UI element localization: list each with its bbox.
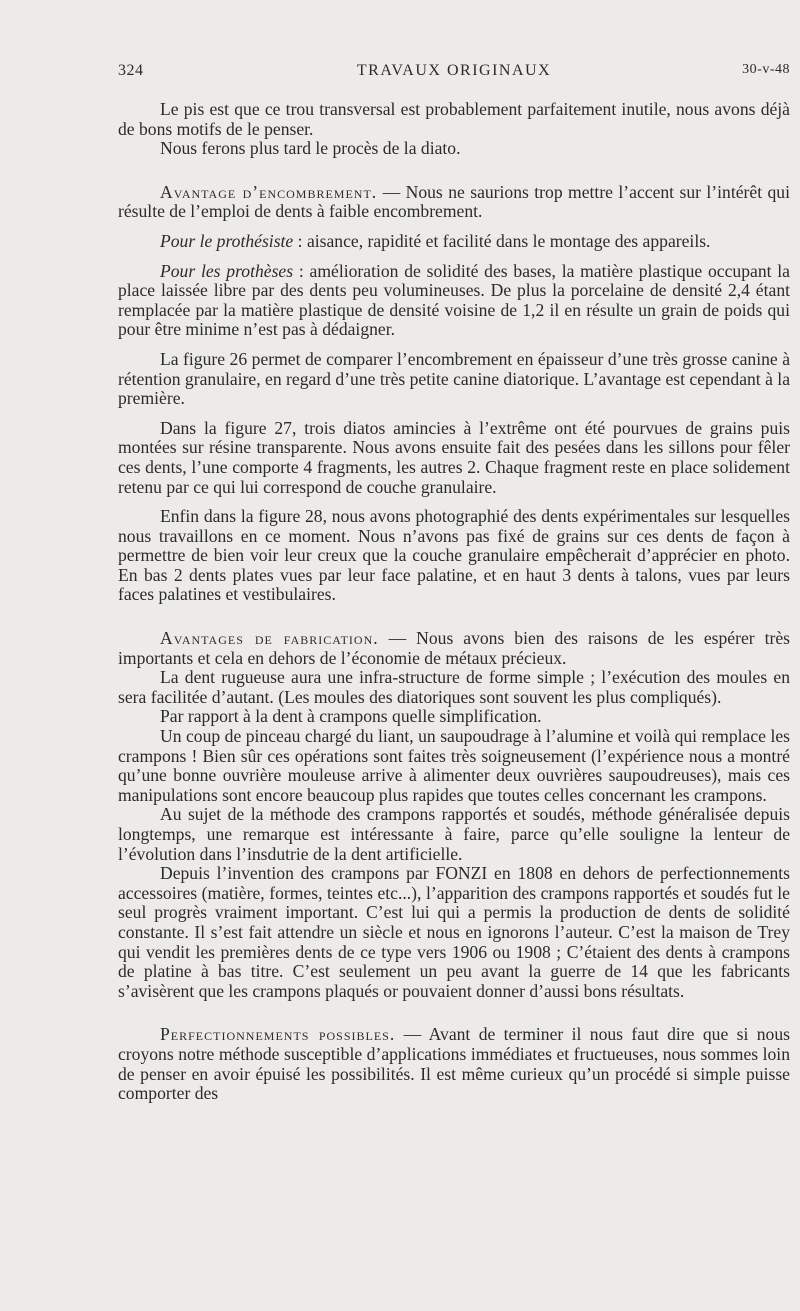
paragraph-text: : amélioration de solidité des bases, la matière plastique occupant la place laissée libre par des dents peu volumineuses. De plus la porcelaine de densité 2,4 étant remplacée par la matière plastique de densité voisine de 1,2 il en résulte un grain de poids qui pour être minime n’est pas à dédaigner. bbox=[118, 260, 790, 340]
paragraph-text: — Nous avons bien des raisons de les espérer très importants et cela en dehors de l’économie de métaux précieux. bbox=[118, 628, 790, 668]
paragraph: Dans la figure 27, trois diatos amincies à l’extrême ont été pourvues de grains puis montées sur résine transparente. Nous avons ensuite fait des pesées dans les sillons pour fêler ces dents, l’une comporte 4 fragments, les autres 2. Chaque fragment reste en place solidement retenu par ce qui lui correspond de couche granulaire. bbox=[118, 417, 790, 497]
body-text bbox=[118, 100, 790, 1104]
section-heading: Perfectionnements possibles. bbox=[160, 1024, 396, 1045]
paragraph bbox=[118, 232, 790, 252]
italic-lead: Pour le prothésiste bbox=[160, 230, 294, 251]
paragraph-text: : aisance, rapidité et facilité dans le montage des appareils. bbox=[297, 230, 711, 251]
paragraph: La figure 26 permet de comparer l’encombrement en épaisseur d’une très grosse canine à rétention granulaire, en regard d’une très petite canine diatorique. L’avantage est cependant à la première. bbox=[118, 348, 790, 409]
paragraph: Depuis l’invention des crampons par FONZI en 1808 en dehors de perfectionnements accessoires (matière, formes, teintes etc...), l’apparition des crampons rapportés et soudés fut le seul progrès vraiment important. C’est lui qui a permis la production de dents de solidité constante. Il s’est fait attendre un siècle et nous en ignorons l’auteur. C’est la maison de Trey qui vendit les premières dents de ce type vers 1906 ou 1908 ; C’étaient des dents à crampons de platine à bas titre. C’est seulement un peu avant la guerre de 14 que les fabricants s’avisèrent que les crampons plaqués or pouvaient donner d’aussi bons résultats. bbox=[118, 863, 790, 1001]
paragraph: Un coup de pinceau chargé du liant, un saupoudrage à l’alumine et voilà qui remplace les crampons ! Bien sûr ces opérations sont faites très soigneusement (l’expérience nous a montré qu’une bonne ouvrière mouleuse arrive à alimenter deux ouvrières saupoudreuses), mais ces manipulations sont encore beaucoup plus rapides que toutes celles concernant les crampons. bbox=[118, 726, 790, 805]
header-date: 30-v-48 bbox=[742, 62, 790, 77]
paragraph bbox=[118, 629, 790, 668]
paragraph: Au sujet de la méthode des crampons rapportés et soudés, méthode généralisée depuis longtemps, une remarque est intéressante à faire, parce qu’elle souligne la lenteur de l’évolution dans l’insdutrie de la dent artificielle. bbox=[118, 804, 790, 864]
paragraph bbox=[118, 183, 790, 222]
paragraph bbox=[118, 262, 790, 340]
paragraph-text: — Avant de terminer il nous faut dire que si nous croyons notre méthode susceptible d’applications immédiates et fructueuses, nous sommes loin de penser en avoir épuisé les possibilités. Il est même curieux qu’un procédé si simple puisse comporter des bbox=[118, 1024, 790, 1104]
paragraph-text: — Nous ne saurions trop mettre l’accent sur l’intérêt qui résulte de l’emploi de dents à faible encombrement. bbox=[118, 181, 790, 222]
paragraph: Enfin dans la figure 28, nous avons photographié des dents expérimentales sur lesquelles nous travaillons en ce moment. Nous n’avons pas fixé de grains sur ces dents de façon à permettre de bien voir leur creux que la couche granulaire empêcherait d’apprécier en photo. En bas 2 dents plates vues par leur face palatine, et en haut 3 dents à talons, vues par leurs faces palatines et vestibulaires. bbox=[118, 506, 790, 605]
paragraph: Par rapport à la dent à crampons quelle simplification. bbox=[160, 706, 542, 727]
running-title: TRAVAUX ORIGINAUX bbox=[356, 62, 552, 79]
paragraph: Nous ferons plus tard le procès de la diato. bbox=[160, 138, 461, 159]
italic-lead: Pour les prothèses bbox=[160, 260, 294, 281]
section-heading: Avantages de fabrication. bbox=[160, 628, 379, 649]
page-header bbox=[118, 62, 790, 86]
section-heading: Avantage d’encombrement. bbox=[160, 181, 378, 202]
paragraph: La dent rugueuse aura une infra-structure de forme simple ; l’exécution des moules en sera facilitée d’autant. (Les moules des diatoriques sont souvent les plus compliqués). bbox=[118, 667, 790, 707]
paragraph bbox=[118, 1025, 790, 1103]
paragraph: Le pis est que ce trou transversal est probablement parfaitement inutile, nous avons déjà de bons motifs de le penser. bbox=[118, 99, 790, 139]
page-number: 324 bbox=[118, 62, 144, 79]
